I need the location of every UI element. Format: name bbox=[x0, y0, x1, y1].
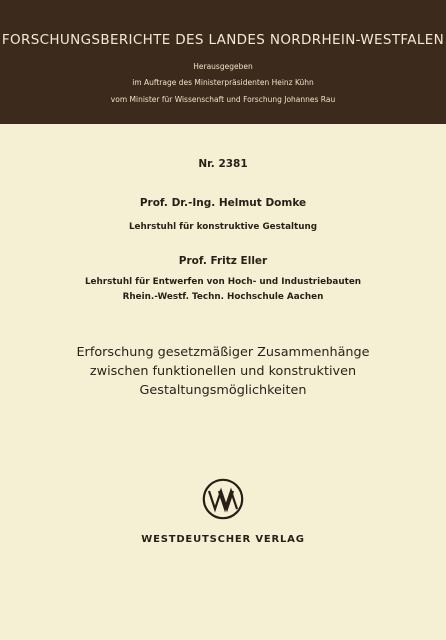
series-header-band bbox=[0, 0, 446, 124]
editor-label: Herausgegeben bbox=[193, 62, 253, 71]
author-eller: Prof. Fritz Eller bbox=[178, 255, 268, 267]
series-title: FORSCHUNGSBERICHTE DES LANDES NORDRHEIN-WESTFALEN bbox=[1, 32, 445, 48]
minister-line: vom Minister für Wissenschaft und Forschung Johannes Rau bbox=[110, 95, 336, 104]
wv-monogram-logo-icon bbox=[202, 478, 244, 520]
author-domke: Prof. Dr.-Ing. Helmut Domke bbox=[139, 197, 307, 209]
author-eller-affiliation-line-1: Lehrstuhl für Entwerfen von Hoch- und Industriebauten bbox=[84, 277, 362, 287]
commission-line: im Auftrage des Ministerpräsidenten Heinz Kühn bbox=[132, 78, 314, 87]
title-line-1: Erforschung gesetzmäßiger Zusammenhänge bbox=[76, 345, 370, 360]
report-number: Nr. 2381 bbox=[198, 158, 248, 170]
publisher-name: WESTDEUTSCHER VERLAG bbox=[141, 534, 305, 545]
title-line-3: Gestaltungsmöglichkeiten bbox=[139, 383, 307, 398]
author-eller-affiliation-line-2: Rhein.-Westf. Techn. Hochschule Aachen bbox=[122, 292, 324, 302]
author-domke-affiliation: Lehrstuhl für konstruktive Gestaltung bbox=[128, 222, 318, 232]
title-line-2: zwischen funktionellen und konstruktiven bbox=[89, 364, 357, 379]
